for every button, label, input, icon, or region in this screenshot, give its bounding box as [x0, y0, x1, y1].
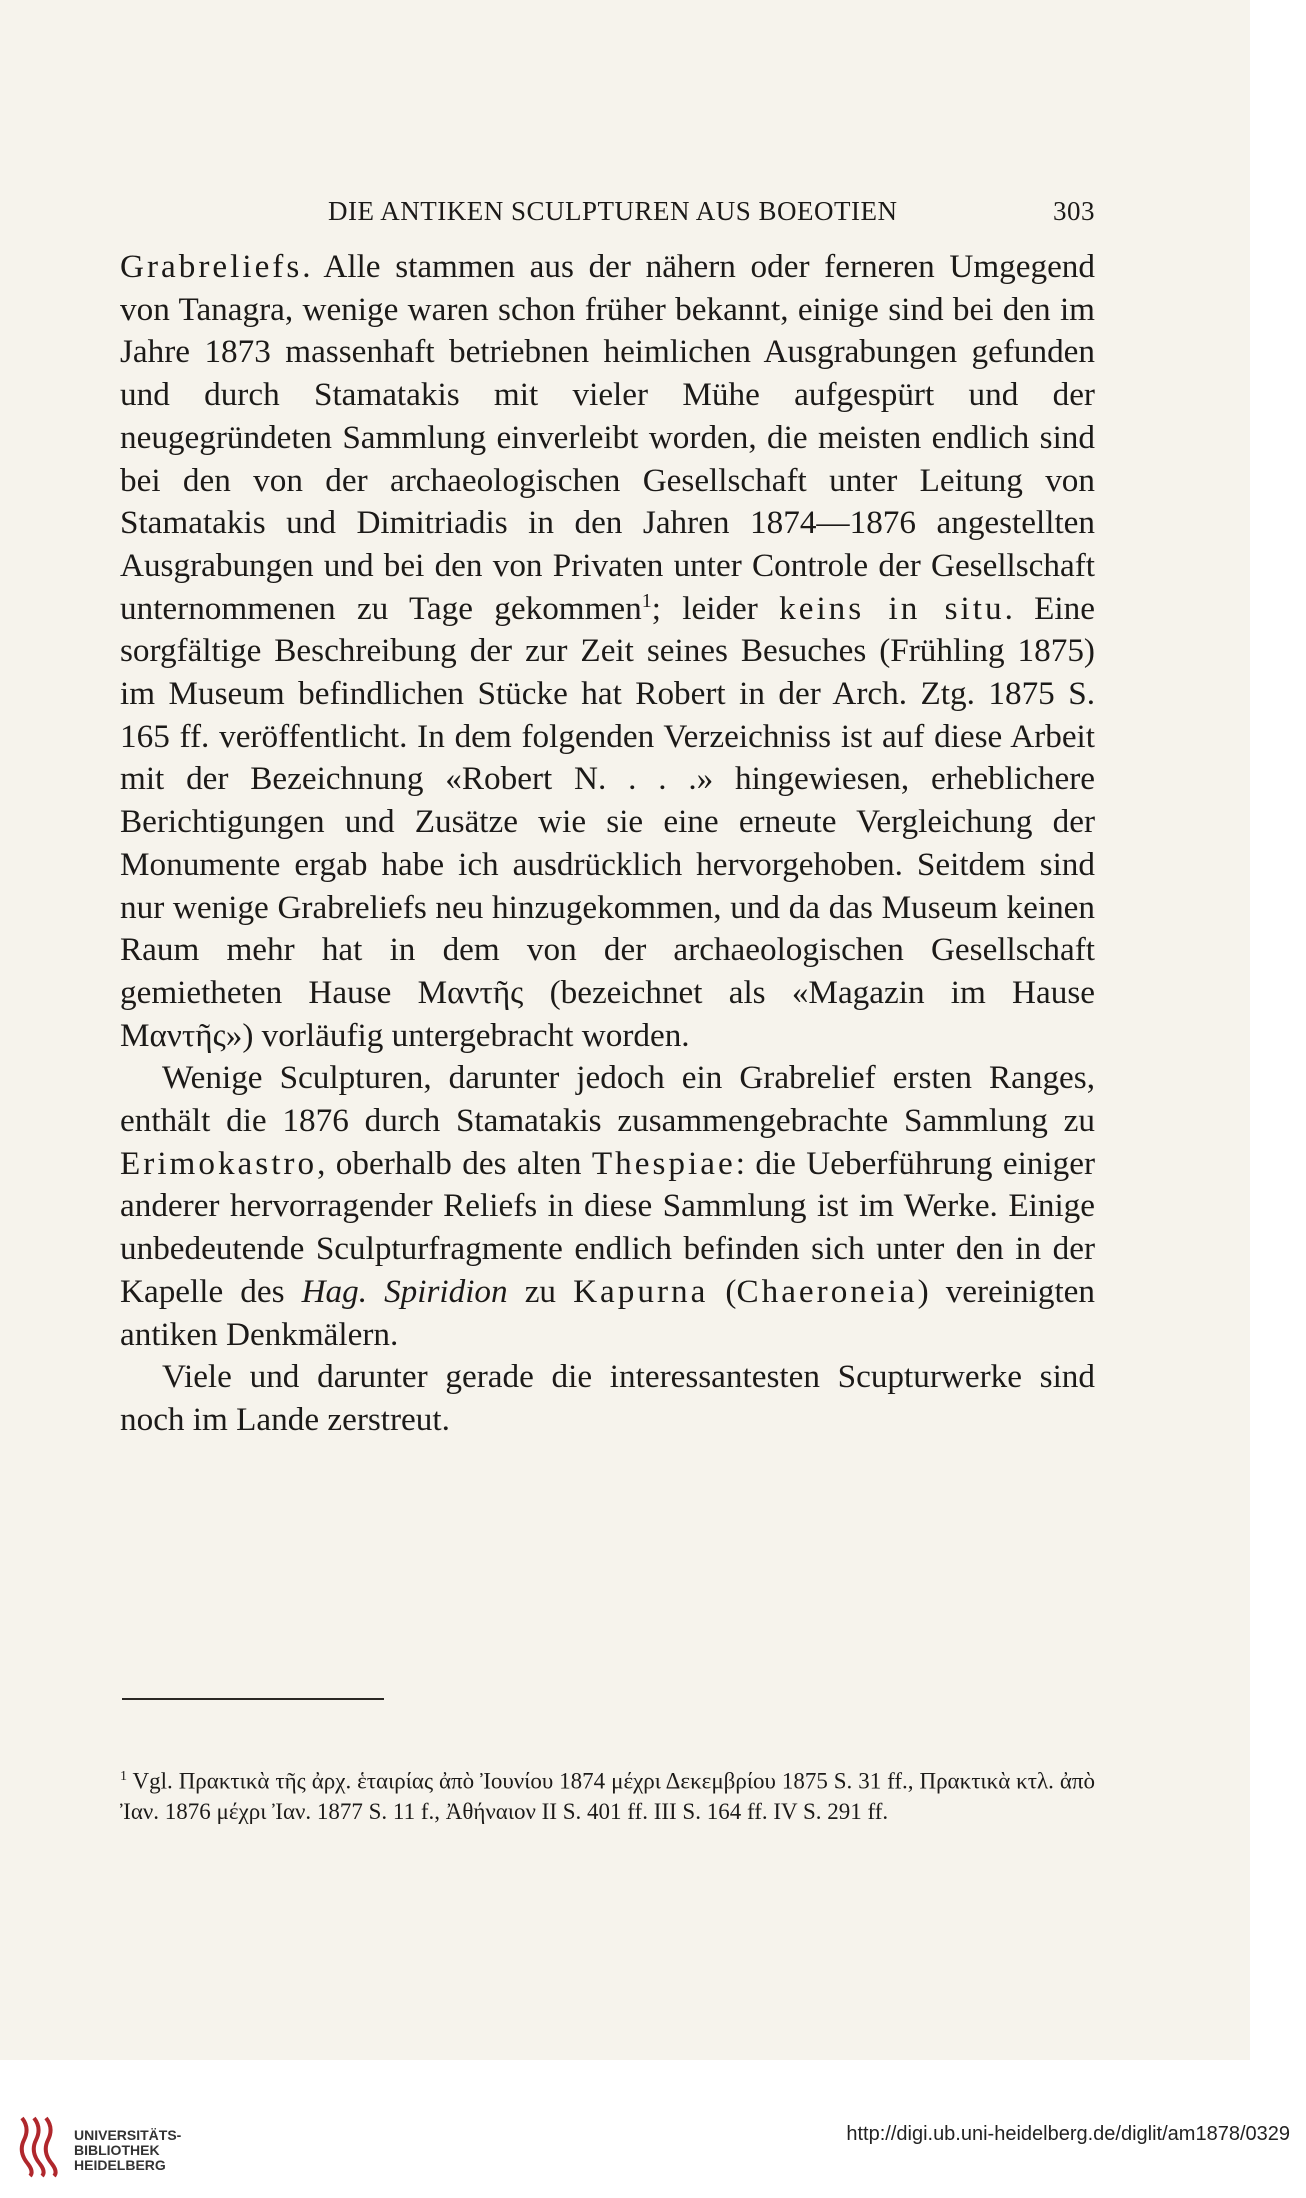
footnote — [120, 1762, 1095, 1827]
spaced-emphasis: Grabreliefs — [120, 248, 303, 285]
paragraph — [120, 246, 1095, 1057]
source-url-link[interactable]: http://digi.ub.uni-heidelberg.de/diglit/am1878/0329 — [846, 2123, 1290, 2145]
text-run: , oberhalb des alten — [317, 1144, 592, 1182]
paragraph — [120, 1356, 1095, 1441]
library-name-line: BIBLIOTHEK — [74, 2142, 160, 2158]
running-title: DIE ANTIKEN SCULPTUREN AUS BOEOTIEN — [328, 196, 898, 226]
text-run: Wenige Sculpturen, darunter jedoch ein Grabrelief ersten Ranges, enthält die 1876 durch Stamatakis zusammengebrachte Sammlung zu — [120, 1059, 1095, 1140]
text-run: . Alle stammen aus der nähern oder ferneren Umgegend von Tanagra, wenige waren schon früher bekannt, einige sind bei den im Jahre 1873 massenhaft betriebnen heimlichen Ausgrabungen gefunden und durch Stamatakis mit vieler Mühe aufgespürt und der neugegründeten Sammlung einverleibt worden, die meisten endlich sind bei den von der archaeologischen Gesellschaft unter Leitung von Stamatakis und Dimitriadis in den Jahren 1874—1876 angestellten Ausgrabungen und bei den von Privaten unter Controle der Gesellschaft unternommenen zu Tage gekommen — [120, 248, 1095, 627]
page-number: 303 — [1053, 196, 1095, 226]
footnote-text: Vgl. Πρακτικὰ τῆς ἀρχ. ἑταιρίας ἀπὸ Ἰουνίου 1874 μέχρι Δεκεμβρίου 1875 S. 31 ff., Πρακτικὰ κτλ. ἀπὸ Ἰαν. 1876 μέχρι Ἰαν. 1877 S. 11 f., Ἀθήναιον II S. 401 ff. III S. 164 ff. IV S. 291 ff. — [120, 1768, 1095, 1824]
text-run: ( — [708, 1272, 737, 1310]
library-logo-icon — [14, 2112, 66, 2178]
spaced-emphasis: Kapurna — [573, 1272, 709, 1310]
spaced-emphasis: Chaeroneia — [736, 1272, 918, 1310]
library-name-line: HEIDELBERG — [74, 2157, 166, 2173]
footnote-reference: 1 — [641, 589, 652, 612]
text-run: ) vereinigten antiken Denkmälern. — [120, 1272, 1095, 1353]
text-run: ; leider — [651, 589, 780, 627]
text-run: Viele und darunter gerade die interessantesten Scupturwerke sind noch im Lande zerstreut. — [120, 1358, 1095, 1438]
spaced-emphasis: keins in situ — [779, 589, 1005, 627]
spaced-emphasis: Erimokastro — [120, 1144, 318, 1182]
library-name — [74, 2128, 181, 2173]
footnote-rule — [122, 1698, 384, 1700]
footnote-marker: 1 — [120, 1769, 127, 1784]
library-name-line: UNIVERSITÄTS- — [74, 2127, 182, 2143]
body-text — [120, 246, 1095, 1442]
text-run: : die Ueberführung einiger anderer hervorragender Reliefs in diese Sammlung ist im Werke. Einige unbedeutende Sculpturfragmente endlich befinden sich unter den in der Kapelle des — [120, 1144, 1095, 1310]
italic-text: Hag. Spiridion — [301, 1272, 508, 1310]
paragraph — [120, 1057, 1095, 1356]
text-run: zu — [507, 1272, 574, 1310]
running-header — [120, 196, 1095, 236]
spaced-emphasis: Thespiae — [591, 1144, 736, 1182]
text-run: . Eine sorgfältige Beschreibung der zur Zeit seines Besuches (Frühling 1875) im Museum befindlichen Stücke hat Robert in der Arch. Ztg. 1875 S. 165 ff. veröffentlicht. In dem folgenden Verzeichniss ist auf diese Arbeit mit der Bezeichnung «Robert N. . . .» hingewiesen, erheblichere Berichtigungen und Zusätze wie sie eine erneute Vergleichung der Monumente ergab habe ich ausdrücklich hervorgehoben. Seitdem sind nur wenige Grabreliefs neu hinzugekommen, und da das Museum keinen Raum mehr hat in dem von der archaeologischen Gesellschaft gemietheten Hause Μαντῆς (bezeichnet als «Magazin im Hause Μαντῆς») vorläufig untergebracht worden. — [120, 589, 1095, 1054]
